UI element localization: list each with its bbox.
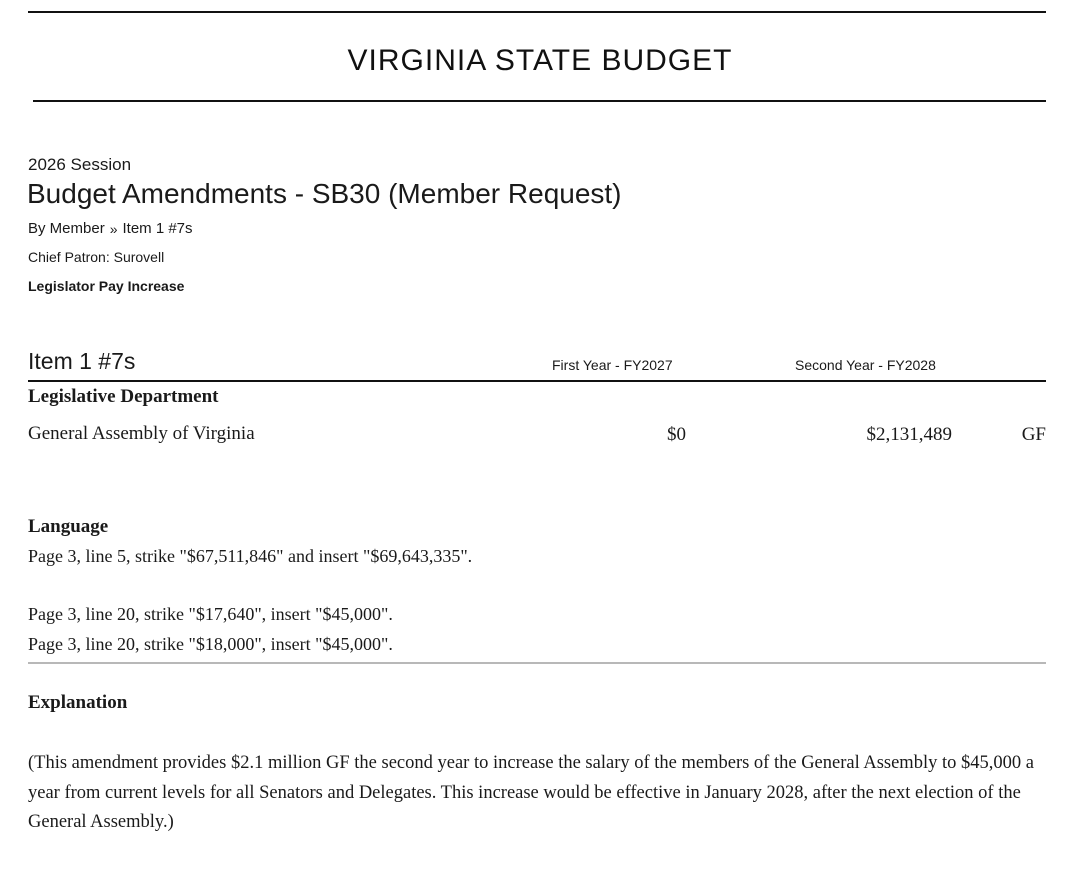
chief-patron	[28, 249, 164, 265]
agency-name: General Assembly of Virginia	[28, 423, 255, 444]
breadcrumb-by-member[interactable]: By Member	[28, 220, 105, 237]
first-year-header: First Year - FY2027	[552, 357, 673, 373]
item-number: Item 1 #7s	[28, 348, 136, 374]
language-line: Page 3, line 20, strike "$18,000", insert "$45,000".	[28, 634, 393, 654]
breadcrumb	[28, 220, 193, 237]
chief-patron-name: Surovell	[113, 249, 165, 265]
fund-code: GF	[1021, 424, 1046, 445]
session-label: 2026 Session	[28, 155, 132, 174]
language-line: Page 3, line 20, strike "$17,640", insert "$45,000".	[28, 604, 393, 624]
explanation-heading: Explanation	[28, 692, 128, 713]
first-year-amount: $0	[667, 424, 686, 445]
amendment-subject: Legislator Pay Increase	[28, 278, 185, 294]
item-rule	[28, 380, 1046, 382]
department-name: Legislative Department	[28, 386, 219, 407]
top-rule	[28, 11, 1046, 13]
breadcrumb-separator: »	[109, 220, 118, 237]
amendment-title: Budget Amendments - SB30 (Member Request)	[27, 178, 622, 209]
language-line: Page 3, line 5, strike "$67,511,846" and insert "$69,643,335".	[28, 546, 473, 566]
second-year-amount: $2,131,489	[866, 424, 952, 445]
language-heading: Language	[28, 516, 109, 537]
document-title: VIRGINIA STATE BUDGET	[347, 44, 733, 77]
explanation-text: (This amendment provides $2.1 million GF the second year to increase the salary of the members of the General Assembly to $45,000 a year from current levels for all Senators and Delegates. This increase would be effective in January 2028, after the next election of the General Assembly.)	[28, 753, 1034, 832]
title-rule	[33, 100, 1046, 102]
language-divider	[28, 662, 1046, 664]
chief-patron-label: Chief Patron:	[28, 249, 110, 265]
breadcrumb-item: Item 1 #7s	[122, 220, 193, 237]
second-year-header: Second Year - FY2028	[795, 357, 936, 373]
